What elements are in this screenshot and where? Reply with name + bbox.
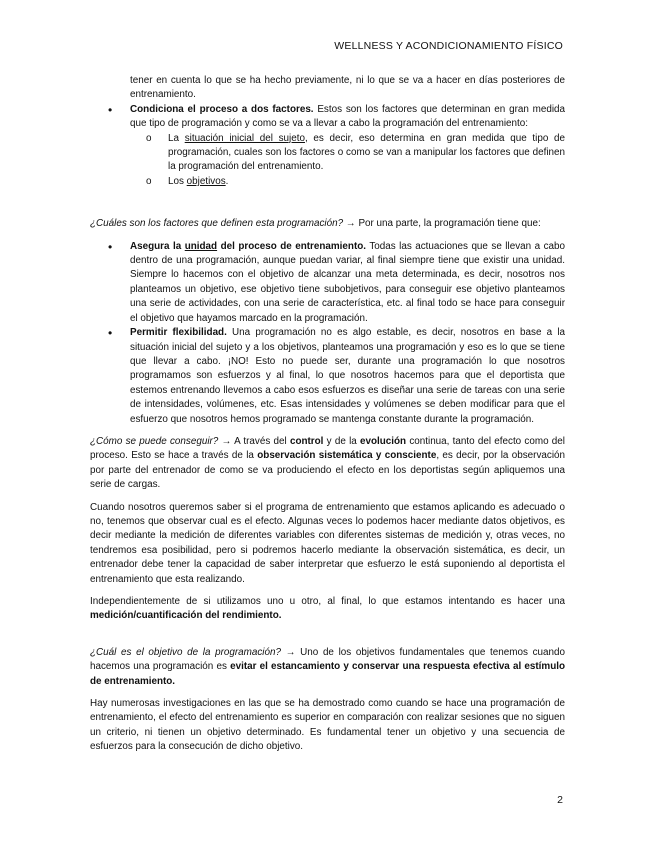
- bullet-text: Una programación no es algo estable, es decir, nosotros en base a la situación inicial del sujeto y a los objetivos, planteamos una programación y eso es lo que se tiene que llevar a cabo. ¡NO! Esto no puede ser, durante una programación lo que nosotros programamos son esfuerzos y al final, lo que nosotros hacemos para que el deportista que estemos entrenando llevemos a cabo esos esfuerzos es diseñar una serie de tareas con una serie de intensidades, volúmenes, etc. Esas intensidades y volúmenes se deben modificar para que el esfuerzo que nosotros hemos programado se mantenga constante durante la programación.: [130, 327, 566, 425]
- subitem-text: .: [225, 175, 229, 187]
- subitem-underlined: objetivos: [186, 175, 226, 187]
- answer-text: continua, tanto del efecto como del proceso. Esto se hace a través de la: [90, 435, 565, 462]
- answer-text: A través del: [234, 435, 290, 447]
- bullet-title: Condiciona el proceso a dos factores.: [130, 103, 314, 115]
- bullet-text: Estos son los factores que determinan en gran medida que tipo de programación y como se va a llevar a cabo la programación del entrenamiento:: [130, 103, 566, 130]
- subitem-underlined: situación inicial del sujeto: [184, 132, 305, 144]
- answer-text: Uno de los objetivos fundamentales que tenemos cuando hacemos una programación es: [90, 646, 565, 673]
- bullet-condiciona: [90, 103, 565, 132]
- arrow-icon: →: [280, 646, 301, 658]
- answer-text: , es decir, por la observación por parte del entrenador de como se va produciendo el efecto en los deportistas según apliquemos una serie de cargas.: [90, 450, 565, 491]
- bullet-title-underlined: unidad: [184, 240, 218, 252]
- bullet-text: Todas las actuaciones que se llevan a cabo dentro de una programación, aunque puedan variar, al final siempre tiene que existir una unidad. Siempre lo hacemos con el objetivo de alcanzar una meta determinada, es decir, nosotros nos planteamos un objetivo, ese objetivo tiene subobjetivos, para conseguir ese objetivo planteamos una serie de actividades, con una serie de característica, etc. al final todo se hace para conseguir el objetivo que hayamos marcado en la programación.: [130, 240, 565, 324]
- document-body: [90, 74, 565, 755]
- arrow-icon: →: [218, 435, 235, 447]
- paragraph-investigaciones: Hay numerosas investigaciones en las que se ha demostrado como cuando se hace una programación de entrenamiento, el efecto del entrenamiento es superior en comparación con realizar sesiones que no siguen un criterio, ni tienen un objetivo determinado. Es fundamental tener un objetivo y una secuencia de esfuerzos para la consecución de dicho objetivo.: [90, 698, 565, 753]
- bullet-flexibilidad: [90, 326, 565, 427]
- subitem-text: , es decir, eso determina en gran medida que tipo de programación, cuales son los factores o como se van a manipular los factores que definen la programación del entrenamiento.: [168, 132, 566, 173]
- bold-term: control: [289, 435, 324, 447]
- question-objetivo: [90, 646, 565, 689]
- paragraph-text: Independientemente de si utilizamos uno u otro, al final, lo que estamos intentando es hacer una: [90, 596, 565, 607]
- subitem-prefix: La: [168, 132, 185, 144]
- answer-text: y de la: [323, 435, 360, 447]
- bold-term: observación sistemática y consciente: [257, 450, 437, 462]
- bullet-title: Asegura la: [130, 240, 185, 252]
- intro-continuation: tener en cuenta lo que se ha hecho previamente, ni lo que se va a hacer en días posteriores de entrenamiento.: [130, 75, 565, 101]
- circle-bullet-icon: o: [146, 175, 152, 187]
- bullet-unidad: [90, 240, 565, 326]
- page-header: WELLNESS Y ACONDICIONAMIENTO FÍSICO: [334, 40, 563, 52]
- paragraph-independientemente: [90, 595, 565, 624]
- page-number: 2: [557, 794, 563, 806]
- question-factores: [90, 217, 565, 231]
- bullet-icon: •: [108, 239, 113, 254]
- bullet-title: Permitir flexibilidad.: [130, 327, 227, 339]
- subitem-objetivos: [90, 175, 565, 189]
- arrow-icon: →: [343, 218, 359, 230]
- question-conseguir: [90, 435, 565, 493]
- question-text: ¿Cuáles son los factores que definen esta programación?: [90, 218, 344, 230]
- bullet-icon: •: [108, 326, 113, 341]
- bold-term: evitar el estancamiento y conservar una respuesta efectiva al estímulo de entrenamiento.: [90, 661, 566, 687]
- question-text: ¿Cómo se puede conseguir?: [90, 435, 219, 447]
- question-text: ¿Cuál es el objetivo de la programación?: [90, 646, 281, 658]
- bullet-title-end: del proceso de entrenamiento.: [217, 240, 367, 252]
- answer-text: Por una parte, la programación tiene que:: [358, 218, 541, 230]
- subitem-situacion: [90, 132, 565, 175]
- bold-term: medición/cuantificación del rendimiento.: [90, 610, 282, 622]
- paragraph-medicion: Cuando nosotros queremos saber si el programa de entrenamiento que estamos aplicando es adecuado o no, tenemos que observar cual es el efecto. Algunas veces lo podemos hacer mediante datos objetivos, es decir mediante la medición de diferentes variables con diferentes sistemas de medición y, otras veces, no tendremos esa posibilidad, pero si podremos hacerlo mediante la observación sistemática, es decir, un entrenador debe tener la capacidad de saber interpretar que esfuerzo le está suponiendo al deportista el entrenamiento que esta realizando.: [90, 501, 565, 585]
- bullet-icon: •: [108, 102, 113, 117]
- bold-term: evolución: [360, 435, 407, 447]
- subitem-prefix: Los: [168, 175, 187, 187]
- circle-bullet-icon: o: [146, 132, 152, 144]
